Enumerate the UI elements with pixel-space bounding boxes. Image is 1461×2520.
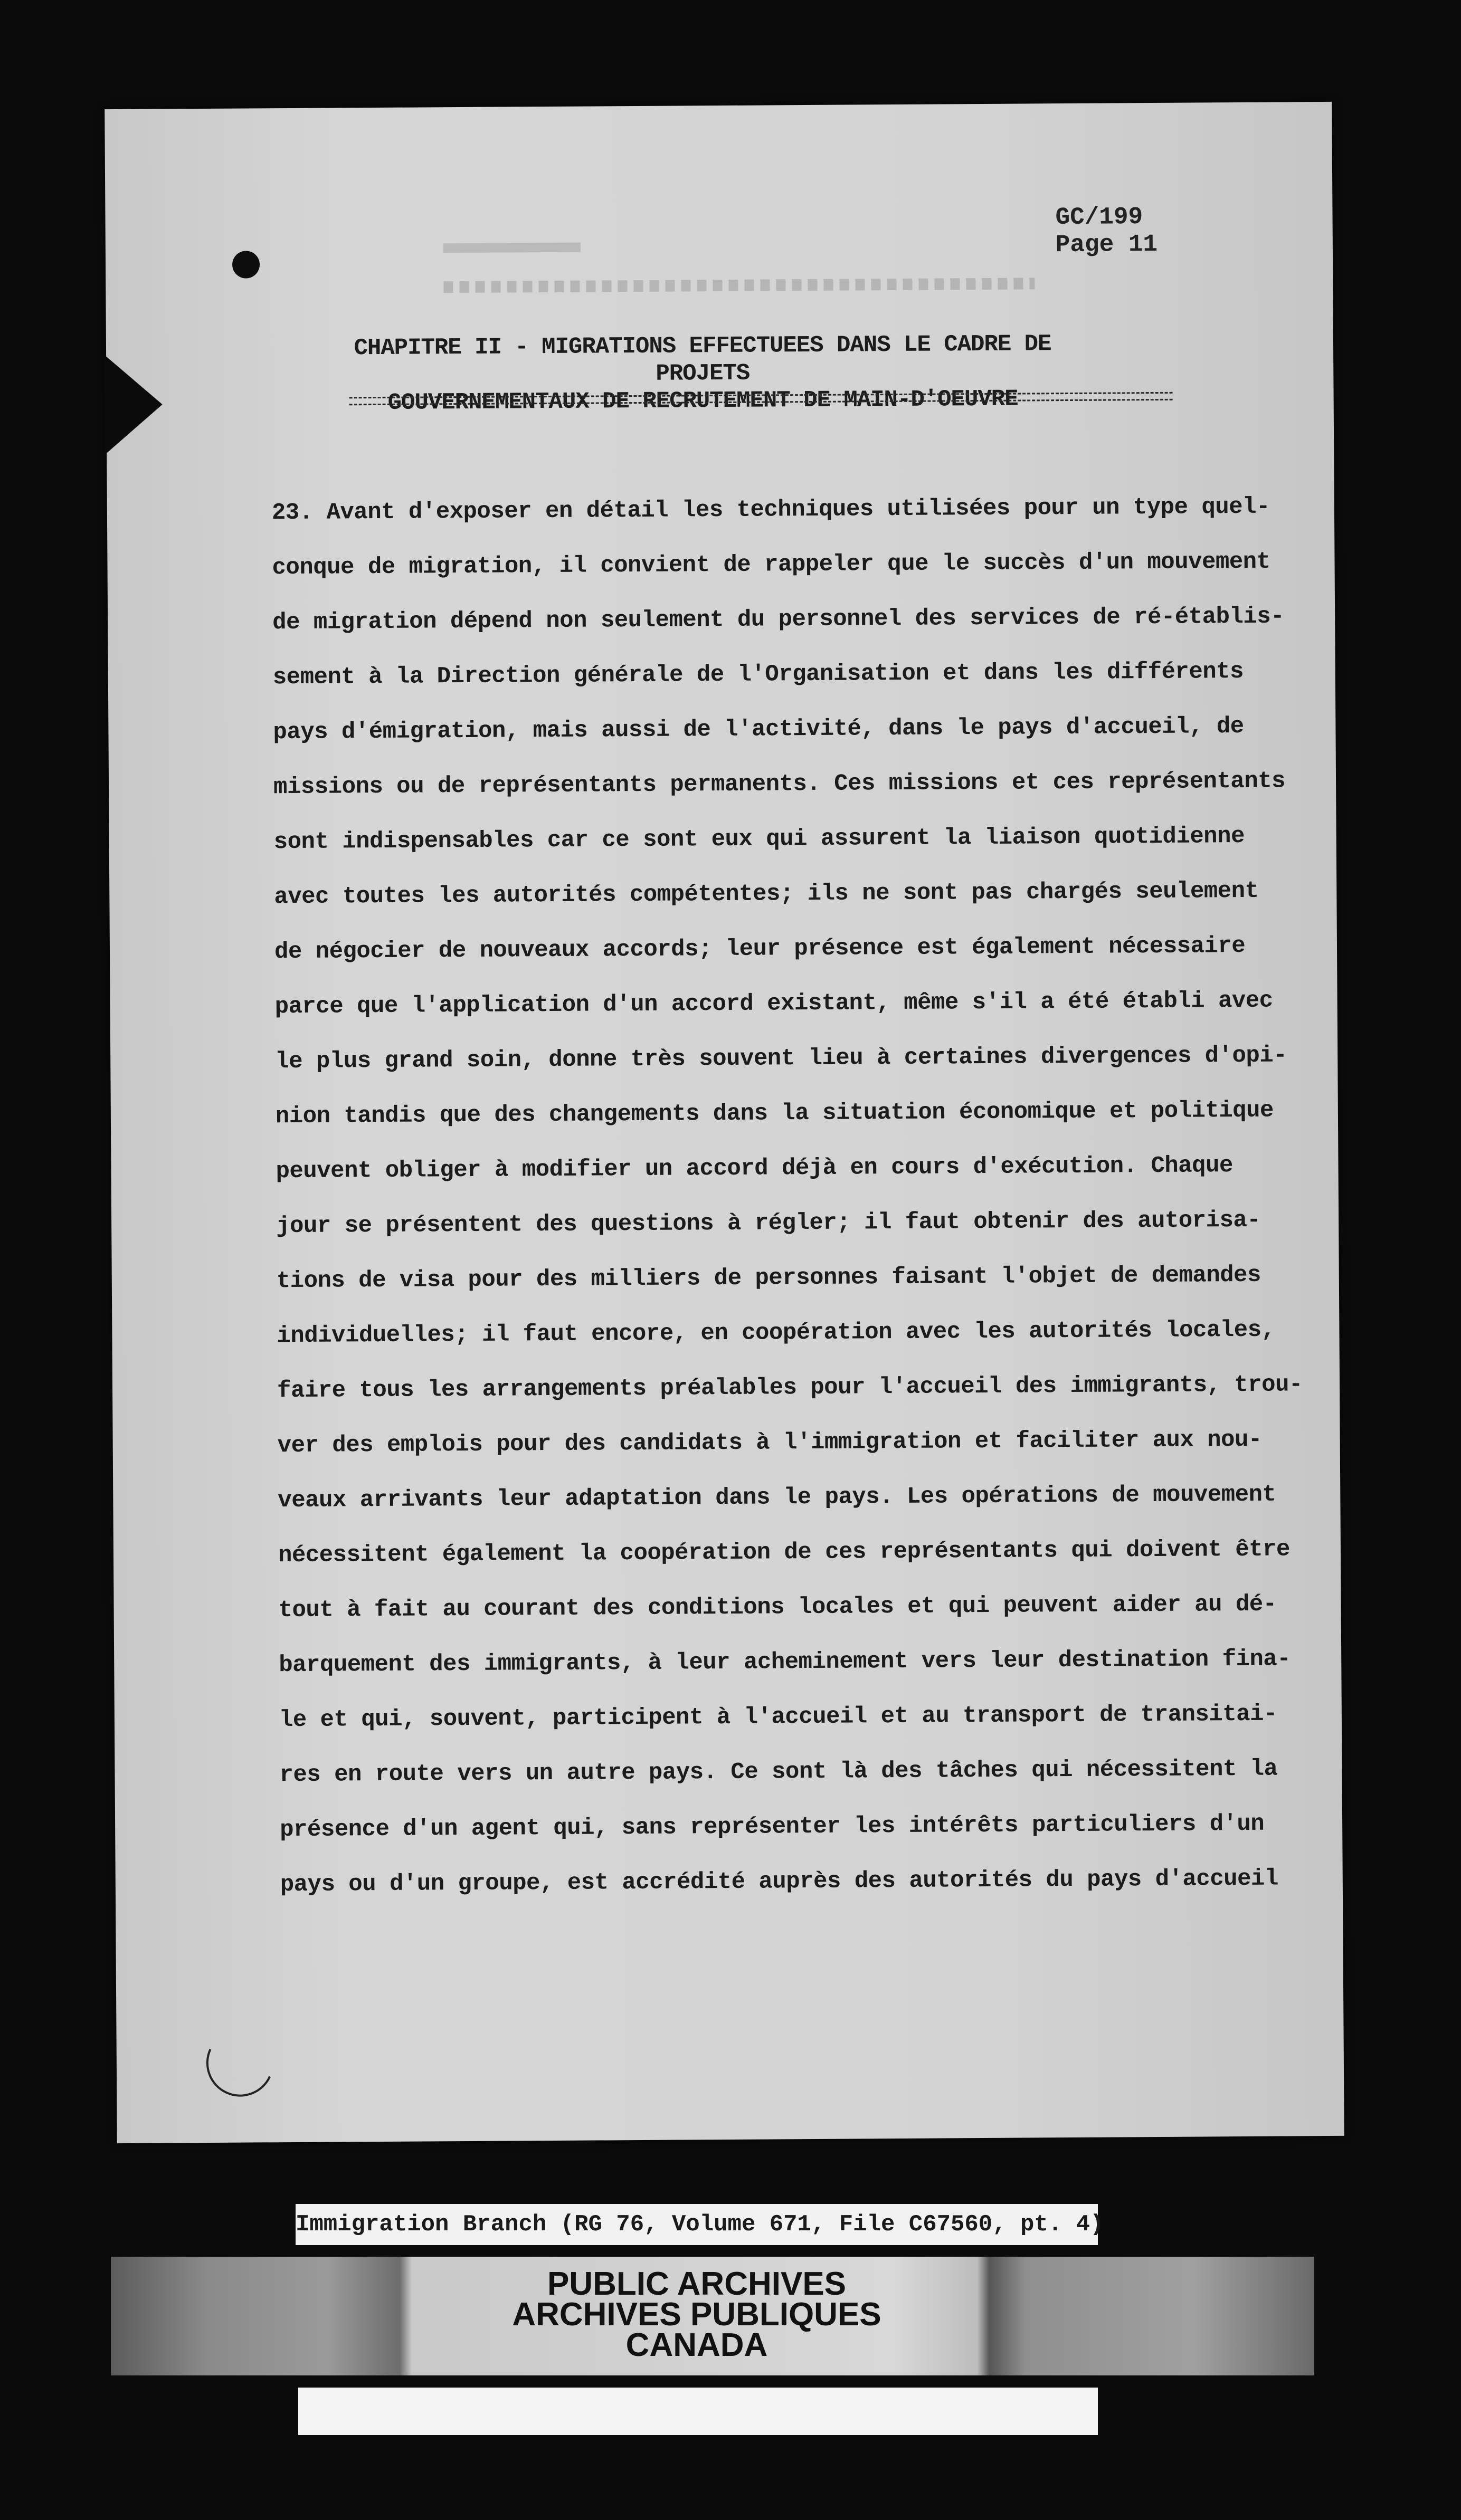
text-line: individuelles; il faut encore, en coopération avec les autorités locales, [277,1316,1275,1350]
text-line: présence d'un agent qui, sans représenter les intérêts particuliers d'un [280,1810,1265,1844]
text-line: res en route vers un autre pays. Ce sont là des tâches qui nécessitent la [279,1755,1278,1789]
text-line: pays ou d'un groupe, est accrédité auprès des autorités du pays d'accueil [280,1865,1278,1898]
text-line: peuvent obliger à modifier un accord déjà en cours d'exécution. Chaque [276,1152,1233,1185]
punch-hole [232,251,260,278]
text-line: sont indispensables car ce sont eux qui assurent la liaison quotidienne [273,823,1245,856]
text-line: de négocier de nouveaux accords; leur présence est également nécessaire [274,932,1246,966]
text-line: pays d'émigration, mais aussi de l'activité, dans le pays d'accueil, de [273,713,1244,746]
bleed-through-mark [443,243,581,253]
bleed-through-mark [443,278,1035,293]
text-line: tout à fait au courant des conditions locales et qui peuvent aider au dé- [278,1591,1277,1624]
text-line: missions ou de représentants permanents. Ces missions et ces représentants [273,768,1286,801]
public-archives-stamp [433,2266,961,2363]
document-sheet [105,102,1344,2143]
text-line: tions de visa pour des milliers de personnes faisant l'objet de demandes [276,1262,1261,1295]
pencil-mark [197,2019,284,2106]
text-line: ver des emplois pour des candidats à l'immigration et faciliter aux nou- [277,1426,1262,1459]
text-line: avec toutes les autorités compétentes; ils ne sont pas chargés seulement [274,877,1259,911]
text-line: barquement des immigrants, à leur acheminement vers leur destination fina- [279,1646,1291,1679]
archive-reference-label: Immigration Branch (RG 76, Volume 671, File C67560, pt. 4) [296,2204,1098,2245]
chapter-heading-line: GOUVERNEMENTAUX DE RECRUTEMENT DE MAIN-D'OEUVRE [387,386,1018,416]
text-line: le et qui, souvent, participent à l'accueil et au transport de transitai- [279,1701,1278,1734]
page-number: Page 11 [1055,230,1158,259]
text-line: jour se présentent des questions à régler; il faut obtenir des autorisa- [276,1207,1261,1240]
text-line: le plus grand soin, donne très souvent lieu à certaines divergences d'opi- [275,1042,1287,1075]
stamp-line: ARCHIVES PUBLIQUES [512,2296,881,2333]
text-line: de migration dépend non seulement du personnel des services de ré-établis- [272,603,1285,636]
doc-code: GC/199 [1055,203,1143,232]
text-line: nécessitent également la coopération de ces représentants qui doivent être [278,1536,1291,1569]
text-line: conque de migration, il convient de rappeler que le succès d'un mouvement [272,548,1270,581]
document-reference [1055,203,1158,259]
text-line: veaux arrivants leur adaptation dans le pays. Les opérations de mouvement [278,1481,1276,1514]
text-line: 23. Avant d'exposer en détail les techniques utilisées pour un type quel- [271,493,1270,527]
stamp-line: CANADA [625,2327,768,2363]
blank-label-strip [298,2388,1098,2435]
text-line: nion tandis que des changements dans la situation économique et politique [275,1097,1274,1130]
text-line: faire tous les arrangements préalables pour l'accueil des immigrants, trou- [277,1371,1303,1405]
paragraph-23 [271,480,1303,1913]
chapter-heading-line: CHAPITRE II - MIGRATIONS EFFECTUEES DANS LE CADRE DE PROJETS [354,331,1051,387]
torn-edge [104,354,163,455]
text-line: sement à la Direction générale de l'Organisation et dans les différents [272,658,1244,691]
stamp-line: PUBLIC ARCHIVES [547,2266,847,2302]
text-line: parce que l'application d'un accord existant, même s'il a été établi avec [274,987,1273,1020]
